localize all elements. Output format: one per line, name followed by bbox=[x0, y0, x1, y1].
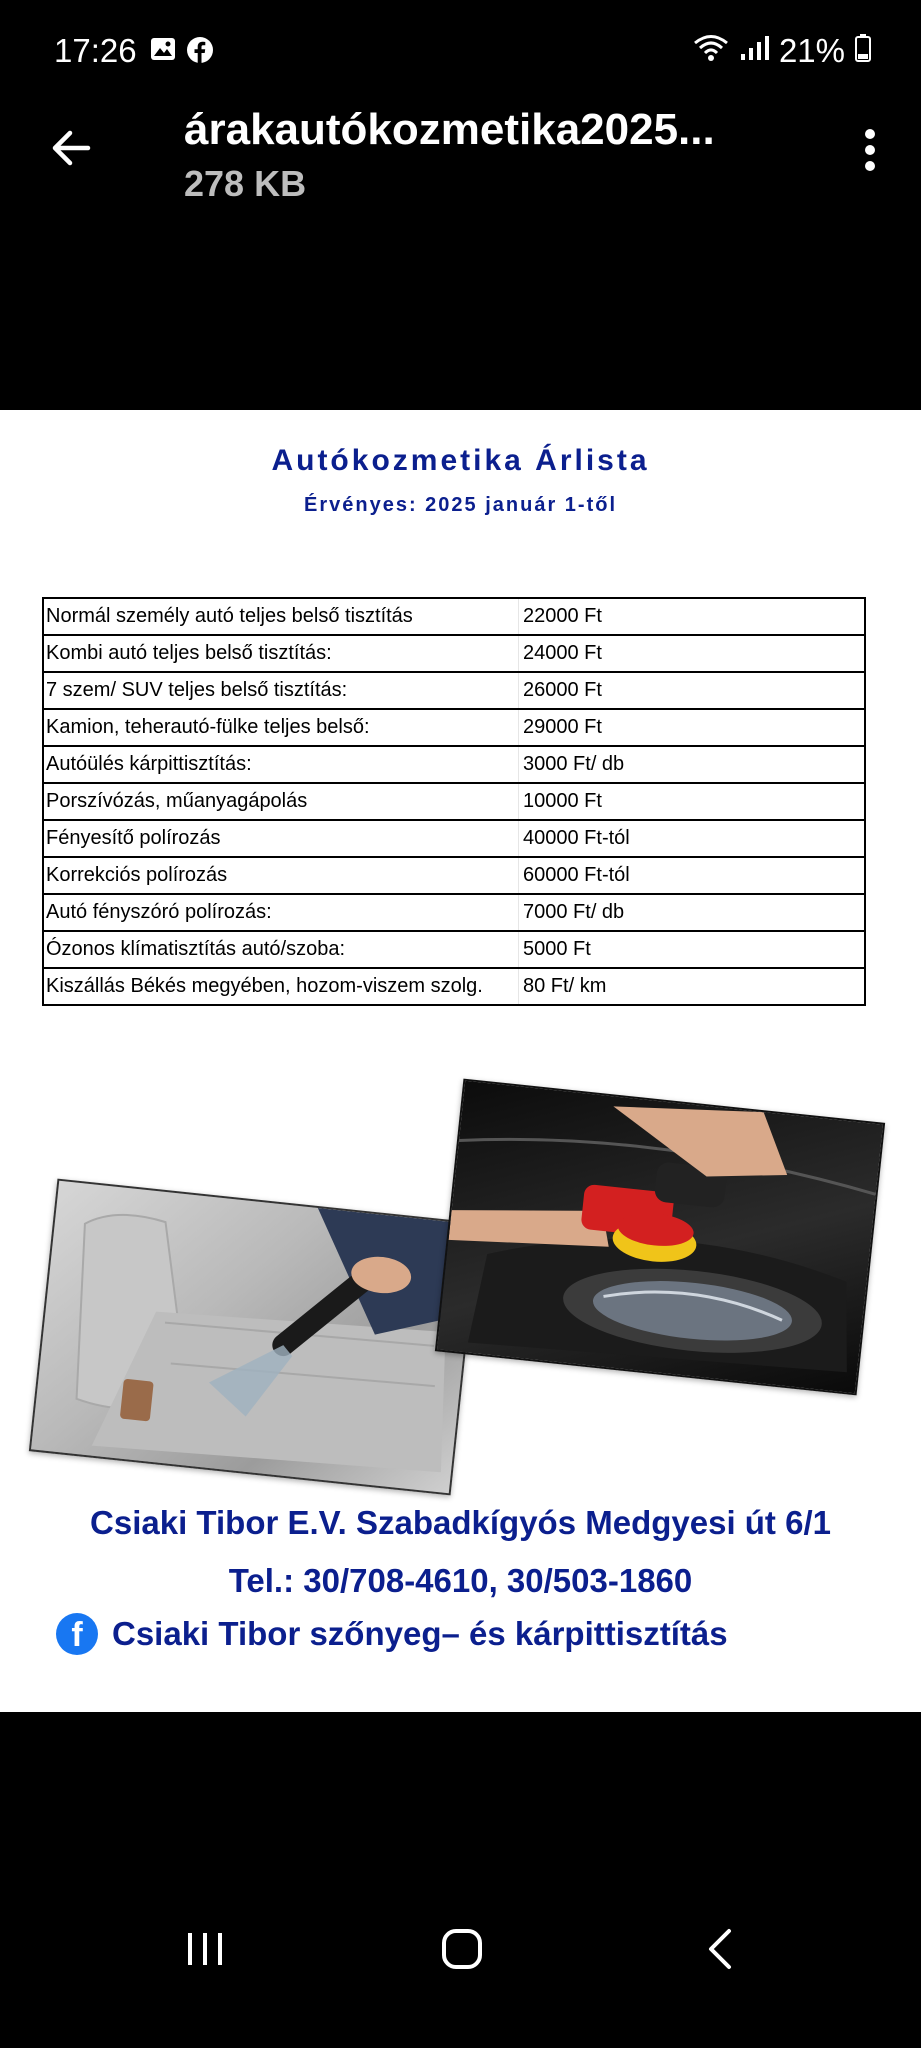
service-price: 80 Ft/ km bbox=[519, 968, 866, 1005]
service-name: Korrekciós polírozás bbox=[43, 857, 519, 894]
service-price: 26000 Ft bbox=[519, 672, 866, 709]
service-name: Normál személy autó teljes belső tisztítás bbox=[43, 598, 519, 635]
price-row bbox=[43, 672, 865, 709]
facebook-page-name: Csiaki Tibor szőnyeg– és kárpittisztítás bbox=[112, 1615, 728, 1652]
facebook-notification-icon bbox=[186, 36, 214, 69]
service-price: 7000 Ft/ db bbox=[519, 894, 866, 931]
price-table bbox=[42, 597, 866, 1006]
file-size: 278 KB bbox=[184, 163, 307, 204]
gallery-notification-icon bbox=[150, 36, 176, 69]
battery-percent: 21% bbox=[778, 32, 845, 69]
wifi-icon bbox=[693, 32, 729, 70]
status-time: 17:26 bbox=[54, 32, 137, 69]
service-name: Porszívózás, műanyagápolás bbox=[43, 783, 519, 820]
footer-phone: Tel.: 30/708-4610, 30/503-1860 bbox=[228, 1562, 693, 1599]
price-row bbox=[43, 709, 865, 746]
service-price: 29000 Ft bbox=[519, 709, 866, 746]
service-price: 10000 Ft bbox=[519, 783, 866, 820]
price-row bbox=[43, 598, 865, 635]
service-name: Kamion, teherautó-fülke teljes belső: bbox=[43, 709, 519, 746]
service-price: 40000 Ft-tól bbox=[519, 820, 866, 857]
service-name: 7 szem/ SUV teljes belső tisztítás: bbox=[43, 672, 519, 709]
file-title: árakautókozmetika2025... bbox=[184, 105, 715, 154]
status-bar bbox=[0, 0, 921, 105]
service-price: 3000 Ft/ db bbox=[519, 746, 866, 783]
price-row bbox=[43, 894, 865, 931]
service-name: Autó fényszóró polírozás: bbox=[43, 894, 519, 931]
price-row bbox=[43, 635, 865, 672]
home-icon[interactable] bbox=[440, 1927, 484, 1971]
signal-icon bbox=[739, 32, 769, 70]
service-name: Ózonos klímatisztítás autó/szoba: bbox=[43, 931, 519, 968]
back-arrow-icon[interactable] bbox=[48, 125, 94, 171]
more-options-icon[interactable] bbox=[863, 127, 877, 173]
document-title: Autókozmetika Árlista bbox=[271, 444, 650, 477]
price-list-image[interactable] bbox=[0, 410, 921, 1712]
price-row bbox=[43, 857, 865, 894]
price-row bbox=[43, 820, 865, 857]
nav-back-icon[interactable] bbox=[705, 1927, 735, 1971]
service-price: 22000 Ft bbox=[519, 598, 866, 635]
footer-facebook bbox=[56, 1613, 728, 1655]
price-row bbox=[43, 968, 865, 1005]
battery-icon bbox=[855, 32, 871, 70]
service-name: Autóülés kárpittisztítás: bbox=[43, 746, 519, 783]
service-price: 5000 Ft bbox=[519, 931, 866, 968]
seat-cleaning-photo bbox=[29, 1179, 479, 1496]
facebook-icon: f bbox=[56, 1613, 98, 1655]
service-name: Kombi autó teljes belső tisztítás: bbox=[43, 635, 519, 672]
polishing-photo bbox=[435, 1079, 885, 1396]
service-price: 24000 Ft bbox=[519, 635, 866, 672]
document-subtitle: Érvényes: 2025 január 1-től bbox=[303, 494, 617, 516]
service-name: Kiszállás Békés megyében, hozom-viszem szolg. bbox=[43, 968, 519, 1005]
service-price: 60000 Ft-tól bbox=[519, 857, 866, 894]
price-row bbox=[43, 931, 865, 968]
app-bar bbox=[0, 105, 921, 225]
footer-address: Csiaki Tibor E.V. Szabadkígyós Medgyesi út 6/1 bbox=[90, 1504, 831, 1541]
price-row bbox=[43, 783, 865, 820]
service-name: Fényesítő polírozás bbox=[43, 820, 519, 857]
price-row bbox=[43, 746, 865, 783]
recent-apps-icon[interactable] bbox=[186, 1927, 226, 1971]
navigation-bar bbox=[0, 1915, 921, 2015]
